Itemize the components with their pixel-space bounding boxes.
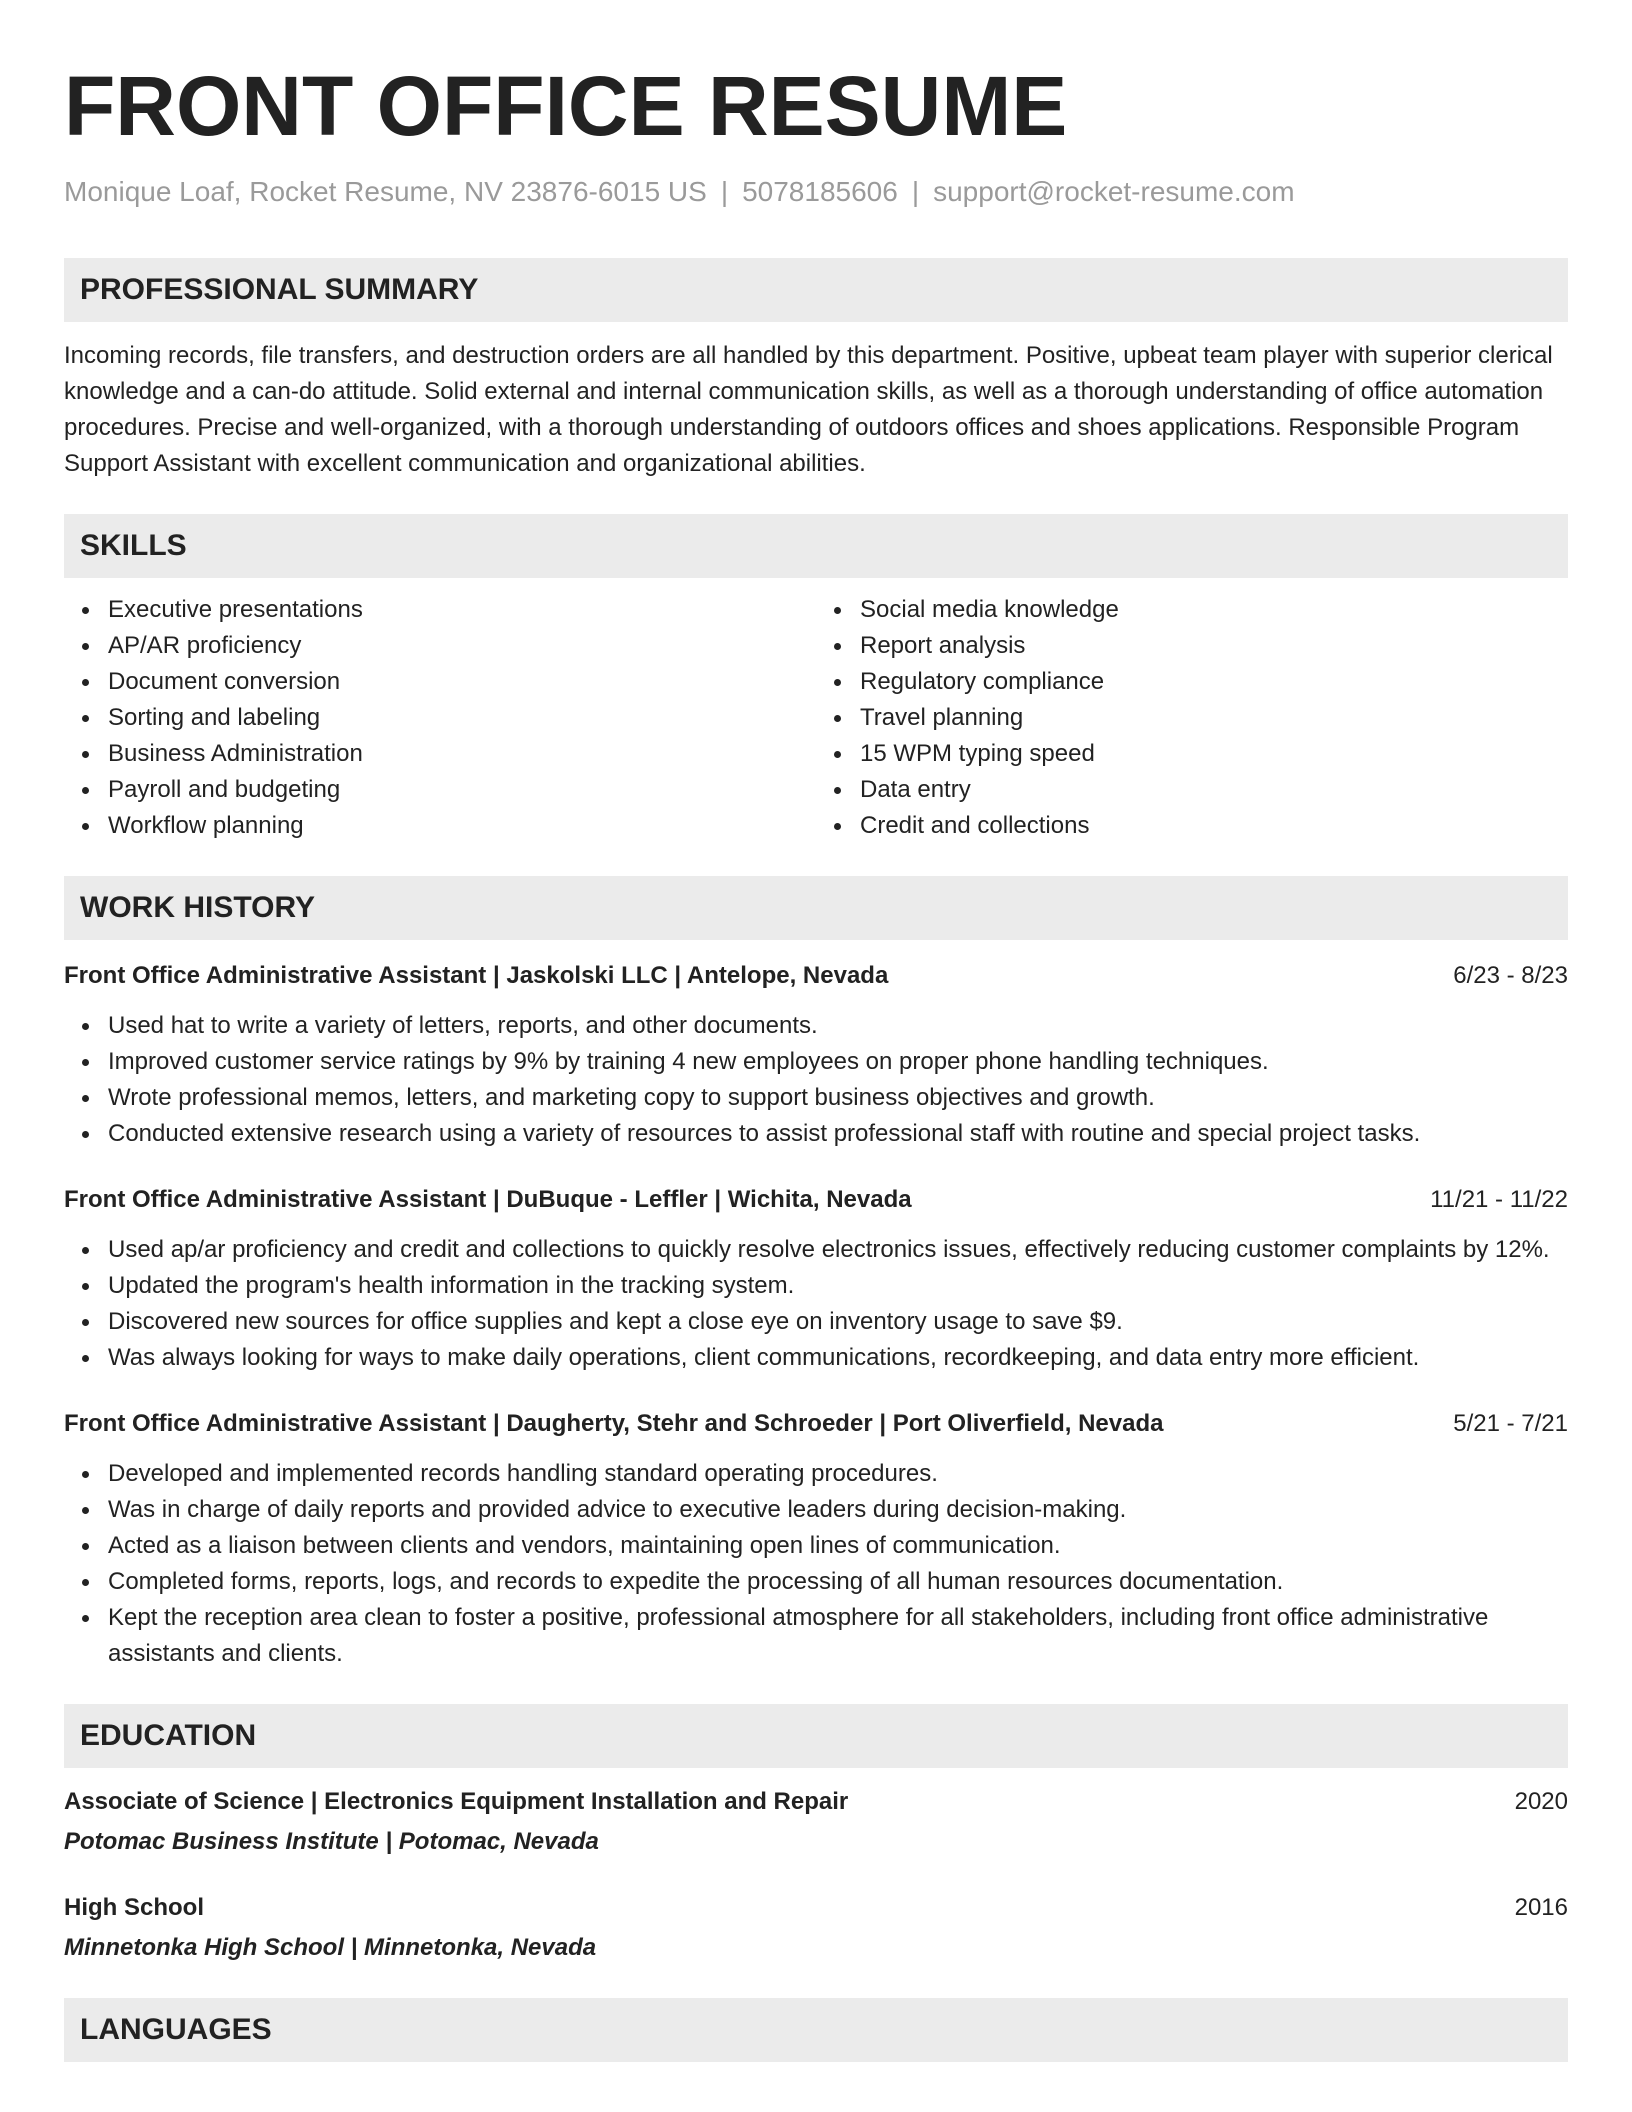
job-bullet: Conducted extensive research using a variety of resources to assist professional staff with routine and special project tasks. [108, 1116, 1568, 1152]
languages-heading: LANGUAGES [64, 1998, 1568, 2062]
education-degree: Associate of Science | Electronics Equipment Installation and Repair [64, 1788, 849, 1815]
education-degree: High School [64, 1894, 204, 1921]
job-bullet: Updated the program's health information in the tracking system. [108, 1268, 1568, 1304]
skill-item: Sorting and labeling [108, 700, 816, 736]
job-entry [64, 1182, 1568, 1376]
job-dates: 11/21 - 11/22 [1430, 1186, 1568, 1213]
job-bullet: Used hat to write a variety of letters, reports, and other documents. [108, 1008, 1568, 1044]
skill-item: Executive presentations [108, 592, 816, 628]
skill-item: Travel planning [860, 700, 1568, 736]
skill-item: Payroll and budgeting [108, 772, 816, 808]
page-title: FRONT OFFICE RESUME [64, 59, 1068, 153]
skills-list [64, 592, 1568, 844]
skill-item: Social media knowledge [860, 592, 1568, 628]
job-bullet: Was always looking for ways to make daily operations, client communications, recordkeeping, and data entry more efficient. [108, 1340, 1568, 1376]
job-bullet: Acted as a liaison between clients and vendors, maintaining open lines of communication. [108, 1528, 1568, 1564]
job-bullet: Completed forms, reports, logs, and records to expedite the processing of all human resources documentation. [108, 1564, 1568, 1600]
job-title: Front Office Administrative Assistant | Daugherty, Stehr and Schroeder | Port Oliverfield, Nevada [64, 1410, 1164, 1437]
contact-address: Monique Loaf, Rocket Resume, NV 23876-6015 US [64, 176, 707, 207]
work-history-heading: WORK HISTORY [64, 876, 1568, 940]
skill-item: Credit and collections [860, 808, 1568, 844]
job-header [64, 1406, 1568, 1442]
job-bullet: Was in charge of daily reports and provided advice to executive leaders during decision-making. [108, 1492, 1568, 1528]
job-bullet: Discovered new sources for office supplies and kept a close eye on inventory usage to save $9. [108, 1304, 1568, 1340]
skills-column-left [64, 592, 816, 844]
job-entry [64, 1406, 1568, 1672]
job-bullet: Developed and implemented records handling standard operating procedures. [108, 1456, 1568, 1492]
job-header [64, 958, 1568, 994]
job-bullets [64, 1456, 1568, 1672]
education-school: Minnetonka High School | Minnetonka, Nevada [64, 1934, 597, 1961]
education-header [64, 1784, 1568, 1820]
skills-column-right [816, 592, 1568, 844]
contact-line [64, 174, 1568, 210]
summary-heading: PROFESSIONAL SUMMARY [64, 258, 1568, 322]
job-dates: 6/23 - 8/23 [1453, 962, 1568, 989]
job-bullet: Improved customer service ratings by 9% by training 4 new employees on proper phone handling techniques. [108, 1044, 1568, 1080]
job-header [64, 1182, 1568, 1218]
education-school: Potomac Business Institute | Potomac, Nevada [64, 1828, 599, 1855]
job-bullet: Wrote professional memos, letters, and marketing copy to support business objectives and growth. [108, 1080, 1568, 1116]
job-title: Front Office Administrative Assistant | Jaskolski LLC | Antelope, Nevada [64, 962, 889, 989]
education-entry [64, 1784, 1568, 1860]
skill-item: Report analysis [860, 628, 1568, 664]
job-bullet: Kept the reception area clean to foster a positive, professional atmosphere for all stakeholders, including front office administrative assistants and clients. [108, 1600, 1568, 1672]
contact-separator: | [911, 176, 920, 207]
education-year: 2016 [1514, 1894, 1568, 1921]
job-entry [64, 958, 1568, 1152]
summary-text: Incoming records, file transfers, and destruction orders are all handled by this department. Positive, upbeat team player with superior clerical knowledge and a can-do attitude. Solid external and internal communication skills, as well as a thorough understanding of office automation procedures. Precise and well-organized, with a thorough understanding of outdoors offices and shoes applications. Responsible Program Support Assistant with excellent communication and organizational abilities. [64, 342, 1553, 477]
skill-item: Workflow planning [108, 808, 816, 844]
education-header [64, 1890, 1568, 1926]
skills-heading: SKILLS [64, 514, 1568, 578]
skill-item: AP/AR proficiency [108, 628, 816, 664]
education-heading: EDUCATION [64, 1704, 1568, 1768]
job-dates: 5/21 - 7/21 [1453, 1410, 1568, 1437]
job-bullets [64, 1008, 1568, 1152]
education-year: 2020 [1514, 1788, 1568, 1815]
contact-separator: | [720, 176, 729, 207]
skill-item: 15 WPM typing speed [860, 736, 1568, 772]
contact-phone: 5078185606 [742, 176, 898, 207]
job-bullet: Used ap/ar proficiency and credit and collections to quickly resolve electronics issues, effectively reducing customer complaints by 12%. [108, 1232, 1568, 1268]
skill-item: Data entry [860, 772, 1568, 808]
job-bullets [64, 1232, 1568, 1376]
education-entry [64, 1890, 1568, 1966]
job-title: Front Office Administrative Assistant | DuBuque - Leffler | Wichita, Nevada [64, 1186, 912, 1213]
skill-item: Regulatory compliance [860, 664, 1568, 700]
skill-item: Document conversion [108, 664, 816, 700]
contact-email: support@rocket-resume.com [933, 176, 1295, 207]
skill-item: Business Administration [108, 736, 816, 772]
